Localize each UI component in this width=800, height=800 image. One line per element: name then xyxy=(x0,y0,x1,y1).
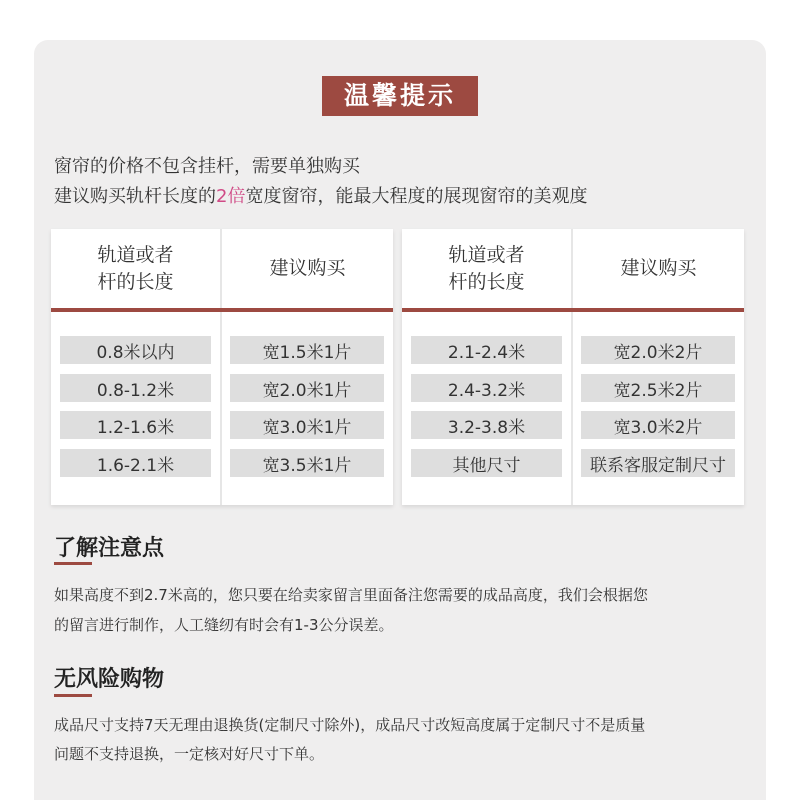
section-title-notes: 了解注意点 xyxy=(54,536,165,561)
section-title-risk-free: 无风险购物 xyxy=(54,667,165,692)
intro-line-1: 窗帘的价格不包含挂杆，需要单独购买 xyxy=(54,156,360,177)
header-length-line-1: 轨道或者 xyxy=(448,243,525,266)
suggest-cell: 宽2.5米2片 xyxy=(581,374,735,402)
suggest-cell: 宽2.0米1片 xyxy=(230,374,384,402)
notes-text-line-2: 的留言进行制作，人工缝纫有时会有1-3公分误差。 xyxy=(54,616,394,634)
intro-highlight: 2倍 xyxy=(216,186,246,207)
length-cell: 其他尺寸 xyxy=(411,449,562,477)
header-length-line-2: 杆的长度 xyxy=(97,270,174,293)
length-cell: 0.8-1.2米 xyxy=(60,374,211,402)
length-cell: 1.2-1.6米 xyxy=(60,411,211,439)
header-underline xyxy=(51,308,393,312)
suggest-cell: 宽3.0米1片 xyxy=(230,411,384,439)
intro-line-2-after: 宽度窗帘，能最大程度的展现窗帘的美观度 xyxy=(245,186,588,207)
header-suggest: 建议购买 xyxy=(620,257,697,279)
section-underline xyxy=(54,562,92,565)
size-table-right xyxy=(402,229,744,505)
header-length xyxy=(51,229,220,308)
header-length-line-2: 杆的长度 xyxy=(448,270,525,293)
header-length-line-1: 轨道或者 xyxy=(97,243,174,266)
length-cell: 1.6-2.1米 xyxy=(60,449,211,477)
risk-free-text-line-1: 成品尺寸支持7天无理由退换货(定制尺寸除外)，成品尺寸改短高度属于定制尺寸不是质量 xyxy=(54,716,646,734)
length-cell: 2.4-3.2米 xyxy=(411,374,562,402)
suggest-cell: 宽1.5米1片 xyxy=(230,336,384,364)
header-length xyxy=(402,229,571,308)
section-underline xyxy=(54,694,92,697)
suggest-cell: 宽3.0米2片 xyxy=(581,411,735,439)
intro-line-2-before: 建议购买轨杆长度的 xyxy=(54,186,216,207)
banner-title: 温馨提示 xyxy=(322,76,478,116)
suggest-cell: 宽2.0米2片 xyxy=(581,336,735,364)
length-cell: 2.1-2.4米 xyxy=(411,336,562,364)
header-suggest: 建议购买 xyxy=(269,257,346,279)
suggest-cell: 宽3.5米1片 xyxy=(230,449,384,477)
header-underline xyxy=(402,308,744,312)
notes-text-line-1: 如果高度不到2.7米高的，您只要在给卖家留言里面备注您需要的成品高度，我们会根据您 xyxy=(54,586,648,604)
length-cell: 0.8米以内 xyxy=(60,336,211,364)
intro-line-2 xyxy=(54,182,587,208)
suggest-cell: 联系客服定制尺寸 xyxy=(581,449,735,477)
size-table-left xyxy=(51,229,393,505)
length-cell: 3.2-3.8米 xyxy=(411,411,562,439)
risk-free-text-line-2: 问题不支持退换，一定核对好尺寸下单。 xyxy=(54,745,325,763)
